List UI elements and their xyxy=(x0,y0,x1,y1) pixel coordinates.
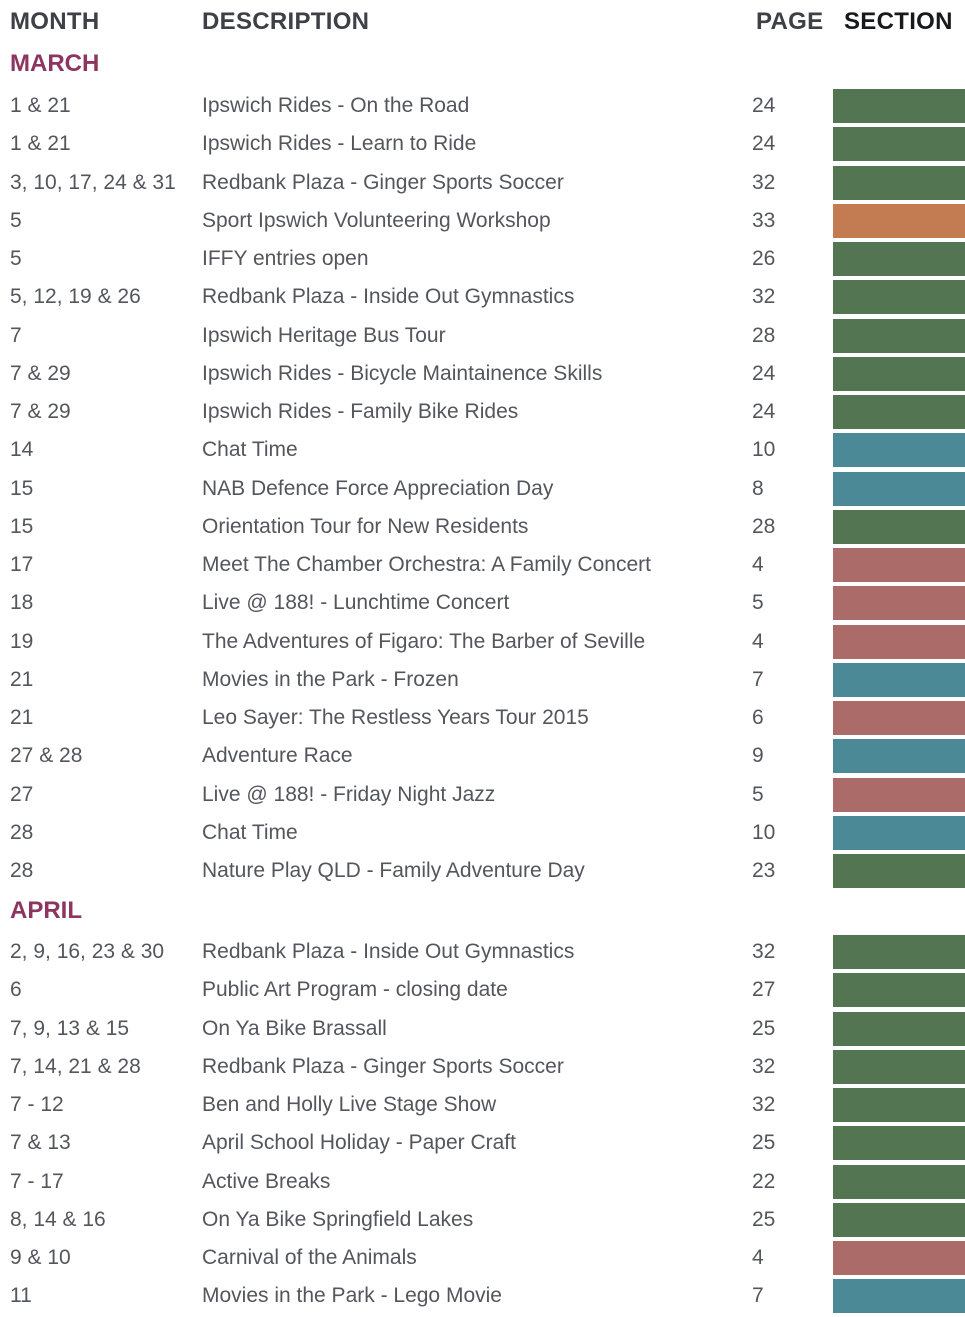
table-row xyxy=(0,935,965,973)
description-cell: Ipswich Rides - Family Bike Rides xyxy=(202,400,519,423)
section-color-swatch xyxy=(833,433,965,467)
section-color-swatch xyxy=(833,510,965,544)
table-row xyxy=(0,395,965,433)
date-cell: 1 & 21 xyxy=(10,94,71,117)
section-color-swatch xyxy=(833,357,965,391)
table-row xyxy=(0,663,965,701)
description-cell: Chat Time xyxy=(202,438,298,461)
table-row xyxy=(0,166,965,204)
section-color-swatch xyxy=(833,1126,965,1160)
table-row xyxy=(0,319,965,357)
page-cell: 24 xyxy=(752,94,776,117)
table-row xyxy=(0,1012,965,1050)
page-cell: 24 xyxy=(752,362,776,385)
date-cell: 27 & 28 xyxy=(10,744,83,767)
date-cell: 17 xyxy=(10,553,34,576)
section-color-swatch xyxy=(833,1203,965,1237)
date-cell: 2, 9, 16, 23 & 30 xyxy=(10,940,165,963)
date-cell: 5 xyxy=(10,247,22,270)
description-cell: Nature Play QLD - Family Adventure Day xyxy=(202,859,585,882)
description-cell: IFFY entries open xyxy=(202,247,369,270)
date-cell: 7 - 17 xyxy=(10,1170,64,1193)
description-cell: Redbank Plaza - Ginger Sports Soccer xyxy=(202,171,564,194)
description-cell: Active Breaks xyxy=(202,1170,331,1193)
date-cell: 5 xyxy=(10,209,22,232)
header-page: PAGE xyxy=(756,8,824,35)
table-row xyxy=(0,1050,965,1088)
section-color-swatch xyxy=(833,854,965,888)
date-cell: 7, 9, 13 & 15 xyxy=(10,1017,130,1040)
table-row xyxy=(0,854,965,892)
section-color-swatch xyxy=(833,816,965,850)
description-cell: Live @ 188! - Lunchtime Concert xyxy=(202,591,510,614)
table-row xyxy=(0,1165,965,1203)
table-row xyxy=(0,778,965,816)
page-cell: 4 xyxy=(752,553,764,576)
page-cell: 24 xyxy=(752,400,776,423)
description-cell: April School Holiday - Paper Craft xyxy=(202,1131,516,1154)
date-cell: 15 xyxy=(10,477,34,500)
table-row xyxy=(0,472,965,510)
page-cell: 4 xyxy=(752,1246,764,1269)
description-cell: Live @ 188! - Friday Night Jazz xyxy=(202,783,496,806)
description-cell: Orientation Tour for New Residents xyxy=(202,515,529,538)
date-cell: 6 xyxy=(10,978,22,1001)
description-cell: Ipswich Rides - Learn to Ride xyxy=(202,132,477,155)
table-row xyxy=(0,280,965,318)
description-cell: Redbank Plaza - Inside Out Gymnastics xyxy=(202,940,575,963)
description-cell: Leo Sayer: The Restless Years Tour 2015 xyxy=(202,706,589,729)
section-color-swatch xyxy=(833,778,965,812)
description-cell: Meet The Chamber Orchestra: A Family Concert xyxy=(202,553,651,576)
table-row xyxy=(0,816,965,854)
date-cell: 7, 14, 21 & 28 xyxy=(10,1055,141,1078)
description-cell: Redbank Plaza - Ginger Sports Soccer xyxy=(202,1055,564,1078)
section-color-swatch xyxy=(833,166,965,200)
section-color-swatch xyxy=(833,204,965,238)
date-cell: 7 - 12 xyxy=(10,1093,64,1116)
page-cell: 32 xyxy=(752,1093,776,1116)
description-cell: On Ya Bike Springfield Lakes xyxy=(202,1208,474,1231)
table-row xyxy=(0,242,965,280)
page-cell: 33 xyxy=(752,209,776,232)
page-cell: 32 xyxy=(752,940,776,963)
table-row xyxy=(0,625,965,663)
page-cell: 32 xyxy=(752,285,776,308)
section-color-swatch xyxy=(833,242,965,276)
page-cell: 28 xyxy=(752,324,776,347)
table-row xyxy=(0,1241,965,1279)
section-color-swatch xyxy=(833,395,965,429)
section-color-swatch xyxy=(833,127,965,161)
date-cell: 5, 12, 19 & 26 xyxy=(10,285,141,308)
date-cell: 9 & 10 xyxy=(10,1246,71,1269)
description-cell: NAB Defence Force Appreciation Day xyxy=(202,477,554,500)
section-color-swatch xyxy=(833,319,965,353)
section-color-swatch xyxy=(833,935,965,969)
table-row xyxy=(0,739,965,777)
header-description: DESCRIPTION xyxy=(202,8,370,35)
section-color-swatch xyxy=(833,973,965,1007)
date-cell: 15 xyxy=(10,515,34,538)
date-cell: 21 xyxy=(10,668,34,691)
page-cell: 5 xyxy=(752,783,764,806)
page-cell: 32 xyxy=(752,1055,776,1078)
header-section: SECTION xyxy=(844,8,953,35)
description-cell: Public Art Program - closing date xyxy=(202,978,508,1001)
section-color-swatch xyxy=(833,1165,965,1199)
section-color-swatch xyxy=(833,701,965,735)
page-cell: 8 xyxy=(752,477,764,500)
description-cell: Carnival of the Animals xyxy=(202,1246,417,1269)
date-cell: 28 xyxy=(10,859,34,882)
description-cell: Ipswich Heritage Bus Tour xyxy=(202,324,446,347)
table-row xyxy=(0,1203,965,1241)
date-cell: 21 xyxy=(10,706,34,729)
table-row xyxy=(0,548,965,586)
page-cell: 10 xyxy=(752,438,776,461)
description-cell: Sport Ipswich Volunteering Workshop xyxy=(202,209,551,232)
page-cell: 32 xyxy=(752,171,776,194)
page-cell: 22 xyxy=(752,1170,776,1193)
section-color-swatch xyxy=(833,548,965,582)
month-heading: APRIL xyxy=(10,897,82,924)
page-cell: 4 xyxy=(752,630,764,653)
table-row xyxy=(0,510,965,548)
section-color-swatch xyxy=(833,89,965,123)
page-cell: 7 xyxy=(752,1284,764,1307)
page-cell: 25 xyxy=(752,1017,776,1040)
section-color-swatch xyxy=(833,1088,965,1122)
table-row xyxy=(0,127,965,165)
page-cell: 27 xyxy=(752,978,776,1001)
page-cell: 7 xyxy=(752,668,764,691)
description-cell: Movies in the Park - Lego Movie xyxy=(202,1284,502,1307)
section-color-swatch xyxy=(833,1050,965,1084)
section-color-swatch xyxy=(833,472,965,506)
date-cell: 27 xyxy=(10,783,34,806)
page-cell: 26 xyxy=(752,247,776,270)
table-row xyxy=(0,204,965,242)
section-color-swatch xyxy=(833,280,965,314)
date-cell: 28 xyxy=(10,821,34,844)
table-row xyxy=(0,433,965,471)
description-cell: Ipswich Rides - On the Road xyxy=(202,94,470,117)
page-cell: 5 xyxy=(752,591,764,614)
date-cell: 7 xyxy=(10,324,22,347)
page-cell: 28 xyxy=(752,515,776,538)
page-cell: 25 xyxy=(752,1208,776,1231)
description-cell: The Adventures of Figaro: The Barber of Seville xyxy=(202,630,646,653)
section-color-swatch xyxy=(833,1241,965,1275)
date-cell: 7 & 29 xyxy=(10,400,71,423)
date-cell: 8, 14 & 16 xyxy=(10,1208,106,1231)
table-row xyxy=(0,701,965,739)
table-row xyxy=(0,586,965,624)
date-cell: 14 xyxy=(10,438,34,461)
description-cell: Ipswich Rides - Bicycle Maintainence Skills xyxy=(202,362,603,385)
table-row xyxy=(0,1088,965,1126)
page-cell: 24 xyxy=(752,132,776,155)
table-row xyxy=(0,1279,965,1317)
page-cell: 10 xyxy=(752,821,776,844)
page-cell: 9 xyxy=(752,744,764,767)
page-cell: 23 xyxy=(752,859,776,882)
section-color-swatch xyxy=(833,625,965,659)
table-row xyxy=(0,89,965,127)
section-color-swatch xyxy=(833,1279,965,1313)
description-cell: Redbank Plaza - Inside Out Gymnastics xyxy=(202,285,575,308)
date-cell: 11 xyxy=(10,1284,32,1307)
description-cell: Adventure Race xyxy=(202,744,353,767)
section-color-swatch xyxy=(833,586,965,620)
date-cell: 7 & 13 xyxy=(10,1131,71,1154)
section-color-swatch xyxy=(833,1012,965,1046)
table-row xyxy=(0,1126,965,1164)
date-cell: 3, 10, 17, 24 & 31 xyxy=(10,171,176,194)
month-heading: MARCH xyxy=(10,50,100,77)
header-month: MONTH xyxy=(10,8,100,35)
section-color-swatch xyxy=(833,663,965,697)
description-cell: Movies in the Park - Frozen xyxy=(202,668,459,691)
description-cell: Chat Time xyxy=(202,821,298,844)
date-cell: 1 & 21 xyxy=(10,132,71,155)
table-row xyxy=(0,357,965,395)
section-color-swatch xyxy=(833,739,965,773)
table-row xyxy=(0,973,965,1011)
description-cell: Ben and Holly Live Stage Show xyxy=(202,1093,497,1116)
date-cell: 7 & 29 xyxy=(10,362,71,385)
description-cell: On Ya Bike Brassall xyxy=(202,1017,387,1040)
date-cell: 19 xyxy=(10,630,34,653)
page-cell: 25 xyxy=(752,1131,776,1154)
date-cell: 18 xyxy=(10,591,34,614)
page-cell: 6 xyxy=(752,706,764,729)
